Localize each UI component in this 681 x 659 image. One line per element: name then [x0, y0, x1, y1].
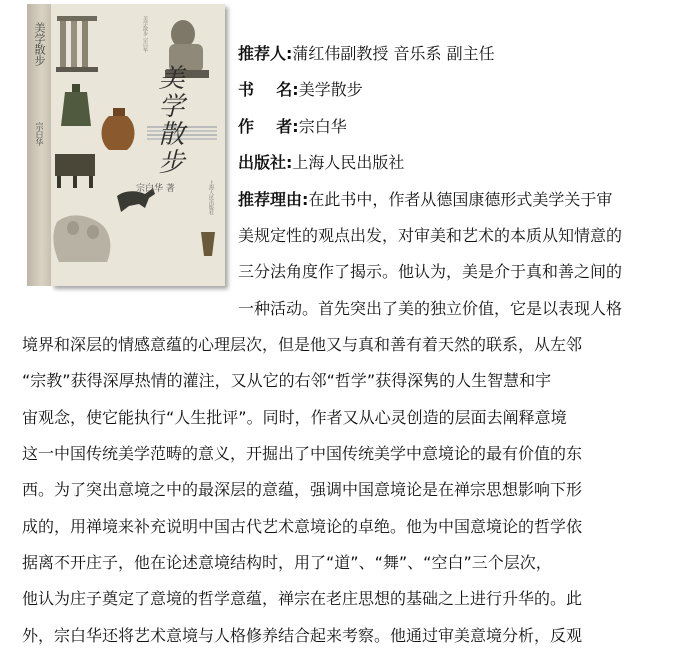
spine-author: 宗白华 [35, 122, 44, 146]
bronze-cup-image [201, 232, 215, 256]
book-title-label: 书 名: [238, 80, 299, 99]
reason-line-6: “宗教”获得深厚热情的灌注，又从它的右邻“哲学”获得深隽的人生智慧和宇 [22, 371, 552, 390]
spine-title: 美学散步 [33, 22, 46, 66]
reason-label: 推荐理由: [238, 190, 309, 209]
reason-line-5: 境界和深层的情感意蕴的心理层次，但是他又与真和善有着天然的联系，从左邻 [22, 335, 583, 354]
reason-line-1 [238, 190, 612, 210]
cover-publisher: 上海人民出版社 [208, 180, 214, 215]
vase-image [102, 108, 135, 150]
sculpture-group-image [53, 215, 110, 262]
reason-line-4: 一种活动。首先突出了美的独立价值，它是以表现人格 [238, 299, 623, 318]
recommender-value: 蒲红伟副教授 音乐系 副主任 [292, 44, 495, 63]
reason-line-7: 宙观念，使它能执行“人生批评”。同时，作者又从心灵创造的层面去阐释意境 [22, 408, 567, 427]
reason-line-2: 美规定性的观点出发，对审美和艺术的本质从知情意的 [238, 226, 623, 245]
cover-series-text: 美学散步 宗白华 [142, 16, 148, 53]
book-spine [27, 4, 51, 286]
reason-line-3: 三分法角度作了揭示。他认为，美是介于真和善之间的 [238, 262, 623, 281]
author-line [238, 117, 347, 137]
cover-author: 宗白华 著 [136, 184, 175, 194]
reason-line-8: 这一中国传统美学范畴的意义，开掘出了中国传统美学中意境论的最有价值的东 [22, 444, 583, 463]
cover-title: 美学散步 [154, 64, 184, 176]
publisher-line [238, 153, 404, 173]
bronze-bell-image [61, 84, 91, 126]
recommender-line [238, 44, 495, 64]
cover-artifacts-illustration [51, 4, 225, 286]
publisher-value: 上海人民出版社 [292, 153, 405, 172]
book-title-line [238, 80, 363, 100]
reason-text: 在此书中，作者从德国康德形式美学关于审 [308, 190, 613, 209]
bronze-ding-image [55, 154, 95, 188]
book-front-cover [51, 4, 225, 286]
publisher-label: 出版社: [238, 153, 293, 172]
reason-line-13: 外，宗白华还将艺术意境与人格修养结合起来考察。他通过审美意境分析，反观 [22, 626, 583, 645]
book-title-value: 美学散步 [298, 80, 363, 99]
recommender-label: 推荐人: [238, 44, 293, 63]
book-cover [27, 4, 225, 286]
reason-line-10: 成的，用禅境来补充说明中国古代艺术意境论的卓绝。他为中国意境论的哲学依 [22, 517, 583, 536]
author-value: 宗白华 [298, 117, 347, 136]
temple-ruins-image [56, 16, 98, 72]
author-label: 作 者: [238, 117, 299, 136]
reason-line-11: 据离不开庄子，他在论述意境结构时，用了“道”、“舞”、“空白”三个层次， [22, 553, 552, 572]
reason-line-9: 西。为了突出意境之中的最深层的意蕴，强调中国意境论是在禅宗思想影响下形 [22, 480, 583, 499]
reason-line-12: 他认为庄子奠定了意境的哲学意蕴，禅宗在老庄思想的基础之上进行升华的。此 [22, 589, 583, 608]
